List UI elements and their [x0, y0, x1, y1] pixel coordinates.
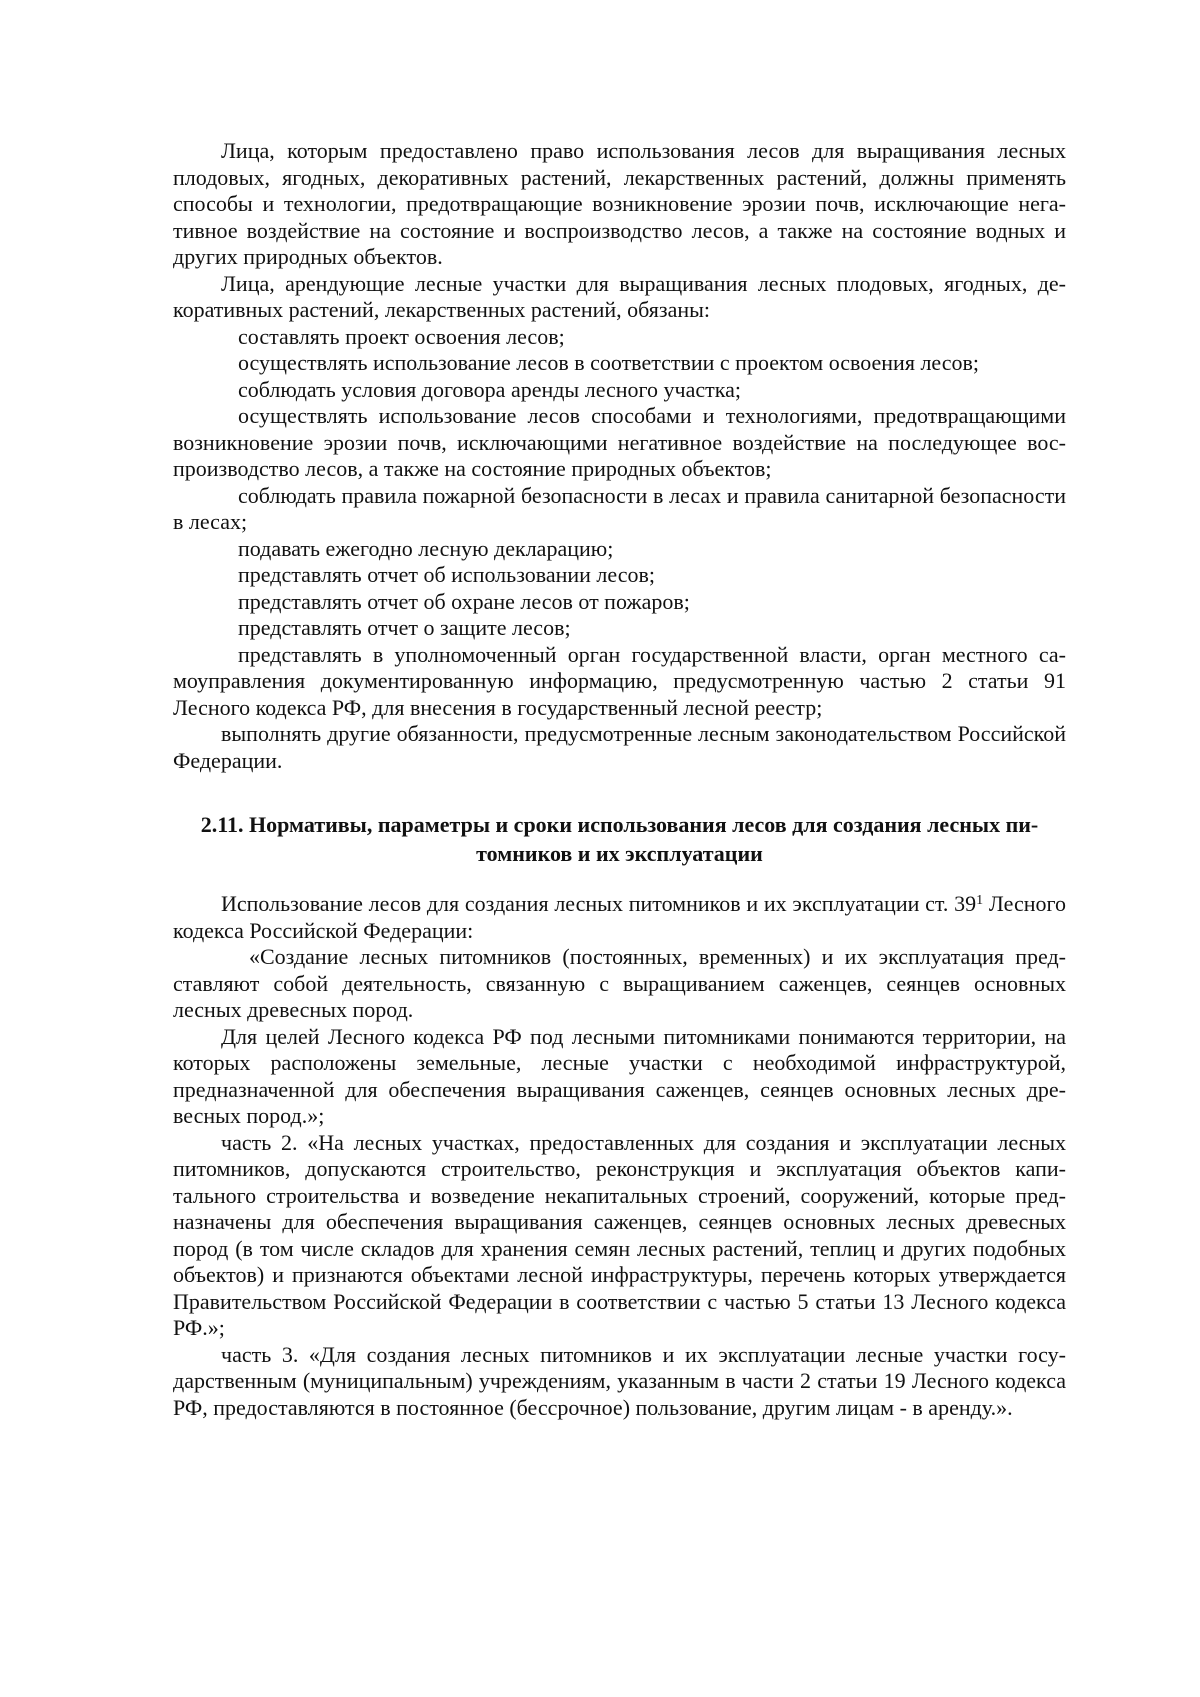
list-item: составлять проект освоения лесов;: [238, 323, 565, 349]
paragraph-quote-nurseries: Для целей Лесного кодекса РФ под лесными питомниками понимаются территории, на которых расположены земельные, лесные участки с необходимой инфраструктурой, предназначенной для обеспечения выращивания саженцев, сеянцев основных лесных древесных пород.»;: [173, 1023, 1066, 1128]
intro-text-end: Лесного кодекса Российской Федерации:: [173, 891, 1066, 943]
superscript-footnote: 1: [976, 893, 984, 908]
list-item: соблюдать правила пожарной безопасности в лесах и правила санитарной безопасности в лесах;: [173, 482, 1066, 534]
list-item: представлять в уполномоченный орган государственной власти, орган местного самоуправления документированную информацию, предусмотренную частью 2 статьи 91 Лесного кодекса РФ, для внесения в государственный лесной реестр;: [173, 641, 1066, 720]
paragraph-quote-definition: «Создание лесных питомников (постоянных, временных) и их эксплуатация представляют собой деятельность, связанную с выращиванием саженцев, сеянцев основных лесных древесных пород.: [173, 944, 1066, 1022]
paragraph-section-intro: [173, 891, 1066, 944]
paragraph-part-3: часть 3. «Для создания лесных питомников и их эксплуатации лесные участки государственным (муниципальным) учреждениям, указанным в части 2 статьи 19 Лесного кодекса РФ, предоставляются в постоянное (бессрочное) пользование, другим лицам - в аренду.».: [173, 1341, 1066, 1420]
paragraph-lessees-intro: Лица, арендующие лесные участки для выращивания лесных плодовых, ягодных, декоративных растений, лекарственных растений, обязаны:: [173, 270, 1066, 322]
paragraph-part-2: часть 2. «На лесных участках, предоставленных для создания и эксплуатации лесных питомников, допускаются строительство, реконструкция и эксплуатация объектов капитального строительства и возведение некапитальных строений, сооружений, которые предназначены для обеспечения выращивания саженцев, сеянцев основных лесных древесных пород (в том числе складов для хранения семян лесных растений, теплиц и других подобных объектов) и признаются объектами лесной инфраструктуры, перечень которых утверждается Правительством Российской Федерации в соответствии с частью 5 статьи 13 Лесного кодекса РФ.»;: [173, 1129, 1066, 1340]
intro-text: Использование лесов для создания лесных питомников и их эксплуатации ст. 39: [221, 891, 977, 916]
list-item: осуществлять использование лесов в соответствии с проектом освоения лесов;: [238, 350, 980, 375]
list-item: представлять отчет о защите лесов;: [238, 615, 571, 640]
list-item: представлять отчет об использовании лесов;: [238, 562, 655, 587]
section-heading: 2.11. Нормативы, параметры и сроки использования лесов для создания лесных питомников и их эксплуатации: [200, 812, 1039, 866]
paragraph-other-duties: выполнять другие обязанности, предусмотренные лесным законодательством Российской Федерации.: [173, 721, 1066, 773]
list-item: подавать ежегодно лесную декларацию;: [238, 535, 614, 561]
list-item: осуществлять использование лесов способами и технологиями, предотвращающими возникновение эрозии почв, исключающими негативное воздействие на последующее воспроизводство лесов, а также на состояние природных объектов;: [173, 403, 1066, 481]
list-item: представлять отчет об охране лесов от пожаров;: [238, 588, 690, 614]
list-item: соблюдать условия договора аренды лесного участка;: [238, 376, 741, 402]
document-page: [173, 138, 1066, 1421]
paragraph-persons-obligations: Лица, которым предоставлено право использования лесов для выращивания лесных плодовых, ягодных, декоративных растений, лекарственных растений, должны применять способы и технологии, предотвращающие возникновение эрозии почв, исключающие негативное воздействие на состояние и воспроизводство лесов, а также на состояние водных и других природных объектов.: [173, 138, 1066, 269]
